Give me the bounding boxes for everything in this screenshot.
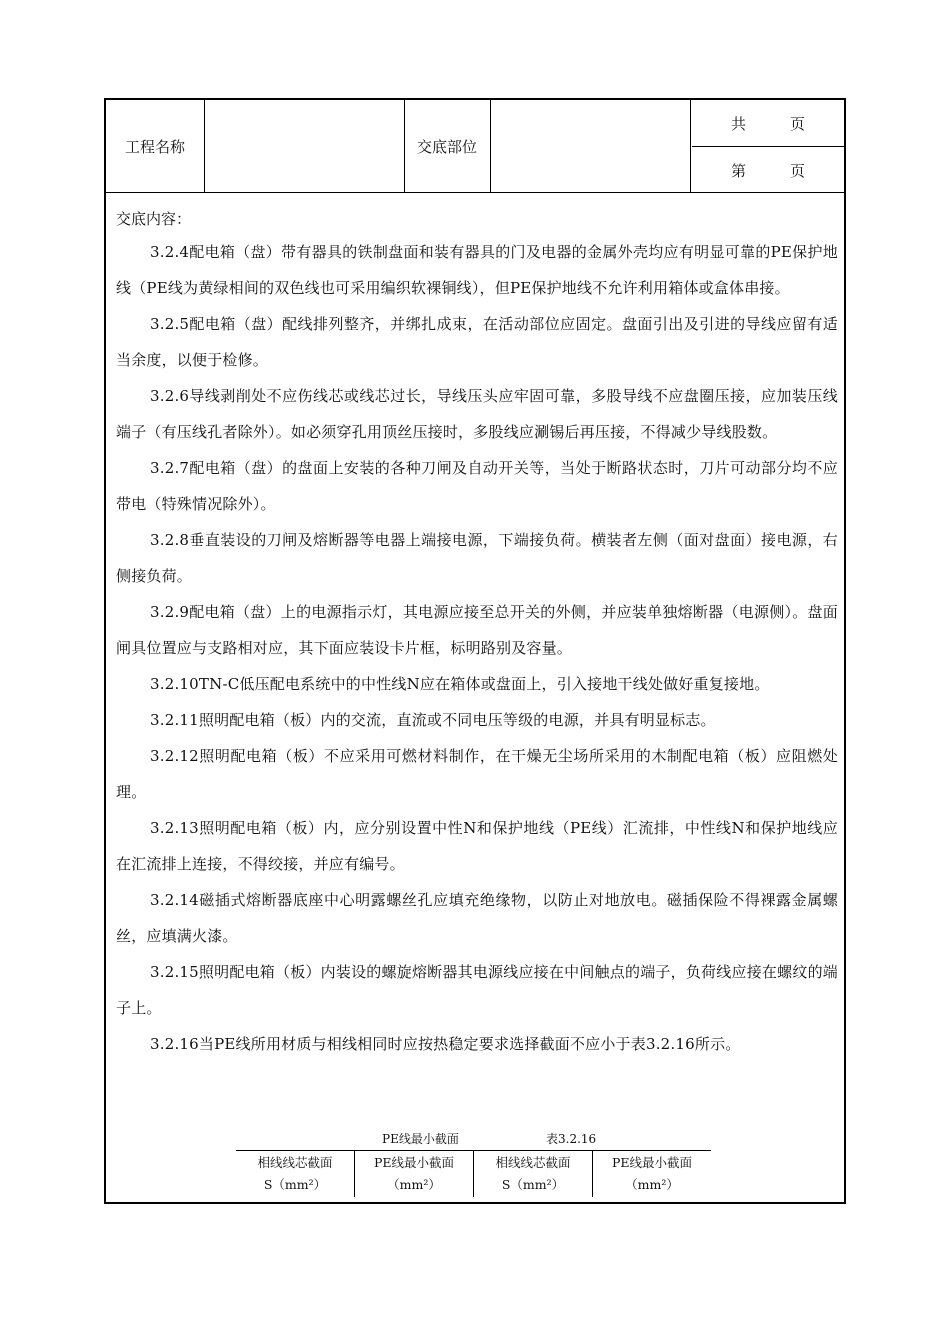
header-line: 相线线芯截面	[495, 1155, 571, 1170]
table-header-row	[236, 1151, 711, 1198]
paragraph: 3.2.15照明配电箱（板）内装设的螺旋熔断器其电源线应接在中间触点的端子，负荷线应接在螺纹的端子上。	[116, 963, 838, 1017]
location-label: 交底部位	[404, 100, 491, 192]
table-title: PE线最小截面	[382, 1132, 459, 1146]
table-header-cell	[236, 1151, 355, 1198]
paragraph: 3.2.13照明配电箱（板）内，应分别设置中性N和保护地线（PE线）汇流排，中性线N和保护地线应在汇流排上连接，不得绞接，并应有编号。	[116, 819, 838, 873]
paragraph: 3.2.16当PE线所用材质与相线相同时应按热稳定要求选择截面不应小于表3.2.16所示。	[150, 1035, 741, 1053]
total-unit: 页	[790, 114, 806, 133]
table-header-cell	[593, 1151, 712, 1198]
header-unit: （mm²）	[387, 1177, 441, 1192]
paragraph: 3.2.4配电箱（盘）带有器具的铁制盘面和装有器具的门及电器的金属外壳均应有明显可靠的PE保护地线（PE线为黄绿相间的双色线也可采用编织软裸铜线），但PE保护地线不允许利用箱体或盒体串接。	[116, 243, 838, 297]
table-header-cell	[474, 1151, 593, 1198]
paragraph: 3.2.9配电箱（盘）上的电源指示灯，其电源应接至总开关的外侧，并应装单独熔断器（电源侧）。盘面闸具位置应与支路相对应，其下面应装设卡片框，标明路别及容量。	[116, 603, 838, 657]
header-line: 相线线芯截面	[257, 1155, 333, 1170]
form-header	[106, 100, 844, 193]
paragraph: 3.2.6导线剥削处不应伤线芯或线芯过长，导线压头应牢固可靠，多股导线不应盘圈压接，应加装压线端子（有压线孔者除外）。如必须穿孔用顶丝压接时，多股线应涮锡后再压接，不得减少导线股数。	[116, 387, 838, 441]
content-label: 交底内容：	[116, 210, 192, 228]
header-line: PE线最小截面	[611, 1155, 693, 1170]
paragraph: 3.2.8垂直装设的刀闸及熔断器等电器上端接电源，下端接负荷。横装者左侧（面对盘面）接电源，右侧接负荷。	[116, 531, 838, 585]
page-label: 第	[730, 161, 746, 180]
disclosure-form	[104, 98, 846, 1204]
page-number	[692, 147, 844, 193]
total-label: 共	[730, 114, 746, 133]
header-line: PE线最小截面	[373, 1155, 455, 1170]
header-unit: S（mm²）	[501, 1177, 565, 1192]
paragraph: 3.2.12照明配电箱（板）不应采用可燃材料制作，在干燥无尘场所采用的木制配电箱（板）应阻燃处理。	[116, 747, 838, 801]
table-header-cell	[355, 1151, 474, 1198]
content-body	[116, 204, 838, 1062]
paragraph: 3.2.11照明配电箱（板）内的交流，直流或不同电压等级的电源，并具有明显标志。	[150, 711, 716, 729]
header-unit: （mm²）	[625, 1177, 679, 1192]
table-number: 表3.2.16	[546, 1132, 597, 1146]
location-field[interactable]	[490, 100, 691, 192]
pe-section-table	[236, 1150, 711, 1197]
project-name-field[interactable]	[204, 100, 405, 192]
table-caption	[106, 1128, 844, 1148]
page-count-box	[692, 100, 844, 192]
paragraph: 3.2.10TN-C低压配电系统中的中性线N应在箱体或盘面上，引入接地干线处做好重复接地。	[150, 675, 770, 693]
total-pages	[692, 100, 844, 147]
project-name-label: 工程名称	[106, 100, 205, 192]
page-unit: 页	[790, 161, 806, 180]
paragraph: 3.2.5配电箱（盘）配线排列整齐，并绑扎成束，在活动部位应固定。盘面引出及引进的导线应留有适当余度，以便于检修。	[116, 315, 838, 369]
header-unit: S（mm²）	[263, 1177, 327, 1192]
paragraph: 3.2.14磁插式熔断器底座中心明露螺丝孔应填充绝缘物，以防止对地放电。磁插保险不得裸露金属螺丝，应填满火漆。	[116, 891, 838, 945]
paragraph: 3.2.7配电箱（盘）的盘面上安装的各种刀闸及自动开关等，当处于断路状态时，刀片可动部分均不应带电（特殊情况除外）。	[116, 459, 838, 513]
